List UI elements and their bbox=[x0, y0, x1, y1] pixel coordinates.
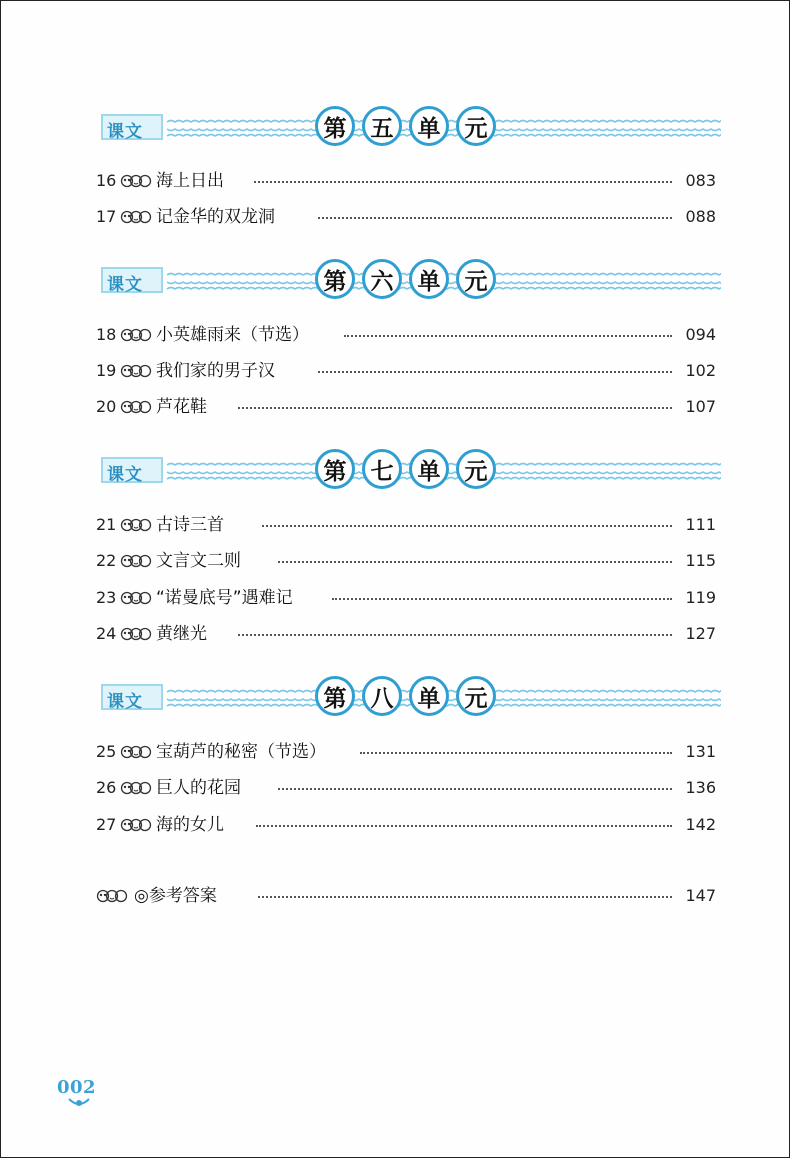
toc-entry[interactable]: 17 记金华的双龙洞 088 bbox=[96, 207, 716, 227]
unit-header-6 bbox=[101, 259, 721, 305]
unit-header-5 bbox=[101, 106, 721, 152]
toc-entry[interactable]: 19 我们家的男子汉 102 bbox=[96, 361, 716, 381]
unit-title: 第 七 单 元 bbox=[315, 449, 505, 495]
unit-header-8 bbox=[101, 676, 721, 722]
sun-icon bbox=[67, 1097, 91, 1109]
toc-entry[interactable]: 16 海上日出 083 bbox=[96, 171, 716, 191]
unit-title: 第 六 单 元 bbox=[315, 259, 505, 305]
bug-icon bbox=[120, 781, 152, 795]
bug-icon bbox=[120, 400, 152, 414]
toc-entry[interactable]: 21 古诗三首 111 bbox=[96, 515, 716, 535]
lesson-tag: 课文 bbox=[101, 457, 163, 483]
toc-entry[interactable]: 25 宝葫芦的秘密（节选） 131 bbox=[96, 742, 716, 762]
bug-icon bbox=[120, 554, 152, 568]
bug-icon bbox=[120, 591, 152, 605]
unit-header-7 bbox=[101, 449, 721, 495]
bug-icon bbox=[120, 518, 152, 532]
page-number: 002 bbox=[53, 1077, 101, 1109]
toc-entry-answers[interactable]: ◎参考答案 147 bbox=[96, 884, 716, 908]
lesson-tag: 课文 bbox=[101, 267, 163, 293]
bug-icon bbox=[120, 364, 152, 378]
toc-entry[interactable]: 18 小英雄雨来（节选） 094 bbox=[96, 325, 716, 345]
lesson-tag: 课文 bbox=[101, 114, 163, 140]
bug-icon bbox=[120, 627, 152, 641]
bug-icon bbox=[120, 210, 152, 224]
toc-entry[interactable]: 26 巨人的花园 136 bbox=[96, 778, 716, 798]
toc-entry[interactable]: 27 海的女儿 142 bbox=[96, 815, 716, 835]
toc-entry[interactable]: 22 文言文二则 115 bbox=[96, 551, 716, 571]
lesson-tag: 课文 bbox=[101, 684, 163, 710]
bug-icon bbox=[120, 818, 152, 832]
bug-icon bbox=[120, 328, 152, 342]
toc-entry[interactable]: 23 “诺曼底号”遇难记 119 bbox=[96, 588, 716, 608]
bug-icon bbox=[120, 745, 152, 759]
toc-entry[interactable]: 20 芦花鞋 107 bbox=[96, 397, 716, 417]
bug-icon bbox=[96, 889, 128, 903]
toc-entry[interactable]: 24 黄继光 127 bbox=[96, 624, 716, 644]
unit-title: 第 八 单 元 bbox=[315, 676, 505, 722]
bug-icon bbox=[120, 174, 152, 188]
unit-title: 第 五 单 元 bbox=[315, 106, 505, 152]
